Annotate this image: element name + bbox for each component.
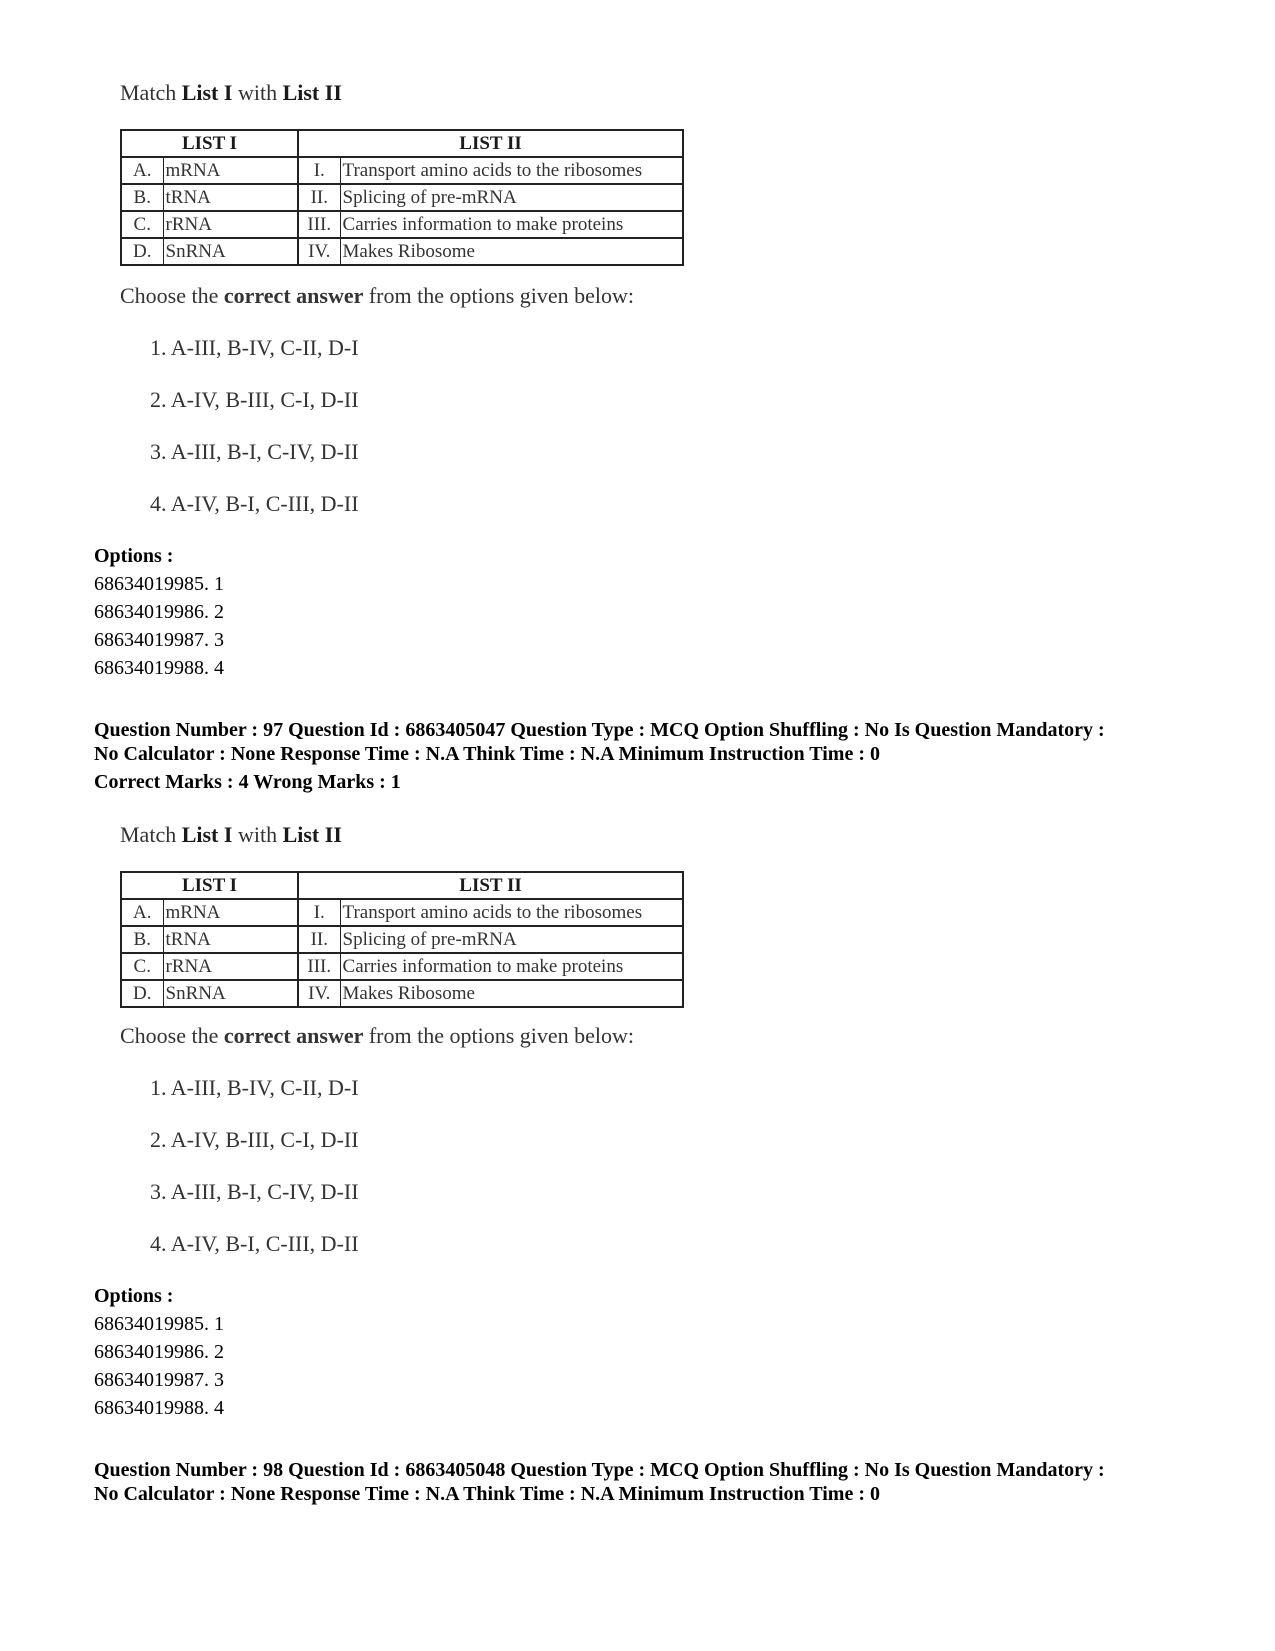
meta-line: Question Number : 98 Question Id : 6863405048 Question Type : MCQ Option Shuffling : No Is Question Mandatory : [94,1459,1105,1481]
list2-item: Carries information to make proteins [340,953,683,980]
table-row [121,184,683,211]
stem-list1: List I [181,80,233,105]
choose-bold: correct answer [223,283,364,308]
stem-with: with [232,822,283,847]
answer-choice: 1. A-III, B-IV, C-II, D-I [150,1075,359,1100]
option-item: 68634019986. 2 [94,1341,224,1363]
list1-label: B. [121,184,163,211]
list1-item: SnRNA [163,238,298,265]
options-list [94,542,224,682]
option-item: 68634019987. 3 [94,629,224,651]
answer-choice: 2. A-IV, B-III, C-I, D-II [150,1127,359,1152]
options-label: Options : [94,545,174,567]
list2-item: Makes Ribosome [340,238,683,265]
match-table-header [121,130,683,157]
list1-label: D. [121,980,163,1007]
match-table [120,129,684,266]
options-label: Options : [94,1285,174,1307]
stem-with: with [232,80,283,105]
choose-prefix: Choose the [120,283,224,308]
table-row [121,157,683,184]
answer-choice: 2. A-IV, B-III, C-I, D-II [150,387,359,412]
list1-item: rRNA [163,953,298,980]
answer-choice: 3. A-III, B-I, C-IV, D-II [150,1179,359,1204]
list2-item: Makes Ribosome [340,980,683,1007]
list1-item: SnRNA [163,980,298,1007]
list2-label: I. [298,899,340,926]
stem-list2: List II [282,822,342,847]
list2-header: LIST II [298,872,683,899]
match-instruction [120,80,820,106]
question-meta-98 [94,1458,1194,1506]
match-table [120,871,684,1008]
list2-label: III. [298,211,340,238]
list1-item: rRNA [163,211,298,238]
stem-prefix: Match [120,80,182,105]
choose-suffix: from the options given below: [363,1023,635,1048]
marks-line: Correct Marks : 4 Wrong Marks : 1 [94,771,401,793]
table-row [121,980,683,1007]
question-image-96 [120,80,820,520]
list1-label: C. [121,953,163,980]
option-item: 68634019988. 4 [94,1397,224,1419]
list2-item: Splicing of pre-mRNA [340,926,683,953]
list1-item: mRNA [163,157,298,184]
answer-choice: 3. A-III, B-I, C-IV, D-II [150,439,359,464]
list1-item: tRNA [163,926,298,953]
stem-list2: List II [282,80,342,105]
choose-instruction [120,283,634,309]
table-row [121,238,683,265]
choose-prefix: Choose the [120,1023,224,1048]
table-row [121,211,683,238]
list2-item: Transport amino acids to the ribosomes [340,157,683,184]
list1-header: LIST I [121,130,298,157]
meta-line: No Calculator : None Response Time : N.A Think Time : N.A Minimum Instruction Time : 0 [94,743,880,765]
question-meta-97 [94,718,1194,766]
match-table-header [121,872,683,899]
meta-line: Question Number : 97 Question Id : 6863405047 Question Type : MCQ Option Shuffling : No Is Question Mandatory : [94,719,1105,741]
choose-suffix: from the options given below: [363,283,635,308]
answer-choice: 1. A-III, B-IV, C-II, D-I [150,335,359,360]
option-item: 68634019987. 3 [94,1369,224,1391]
stem-prefix: Match [120,822,182,847]
table-row [121,926,683,953]
list2-label: IV. [298,980,340,1007]
option-item: 68634019985. 1 [94,1313,224,1335]
list1-item: tRNA [163,184,298,211]
table-row [121,953,683,980]
list2-header: LIST II [298,130,683,157]
choose-bold: correct answer [223,1023,364,1048]
choose-instruction [120,1023,634,1049]
list1-label: A. [121,899,163,926]
list2-item: Splicing of pre-mRNA [340,184,683,211]
option-item: 68634019985. 1 [94,573,224,595]
answer-choice: 4. A-IV, B-I, C-III, D-II [150,491,359,516]
stem-list1: List I [181,822,233,847]
list1-header: LIST I [121,872,298,899]
match-instruction [120,822,820,848]
list1-label: B. [121,926,163,953]
list2-label: II. [298,184,340,211]
list2-label: III. [298,953,340,980]
list1-label: C. [121,211,163,238]
table-row [121,899,683,926]
list2-label: II. [298,926,340,953]
option-item: 68634019986. 2 [94,601,224,623]
meta-line: No Calculator : None Response Time : N.A Think Time : N.A Minimum Instruction Time : 0 [94,1483,880,1505]
option-item: 68634019988. 4 [94,657,224,679]
list2-item: Transport amino acids to the ribosomes [340,899,683,926]
answer-choice: 4. A-IV, B-I, C-III, D-II [150,1231,359,1256]
list1-label: D. [121,238,163,265]
question-image-97 [120,822,820,1262]
list2-item: Carries information to make proteins [340,211,683,238]
options-list [94,1282,224,1422]
list1-label: A. [121,157,163,184]
list1-item: mRNA [163,899,298,926]
list2-label: IV. [298,238,340,265]
list2-label: I. [298,157,340,184]
